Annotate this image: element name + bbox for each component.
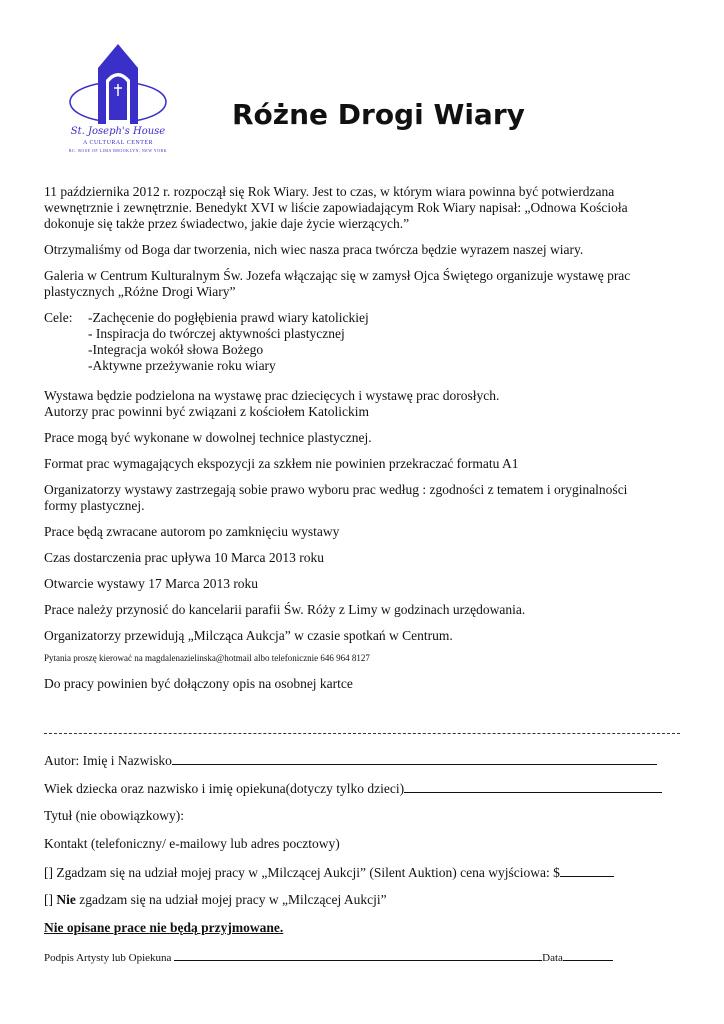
logo-subtitle: A CULTURAL CENTER bbox=[82, 140, 154, 146]
page-title: Różne Drogi Wiary bbox=[232, 98, 525, 131]
list-item: -Zachęcenie do pogłębienia prawd wiary katolickiej bbox=[88, 310, 369, 325]
cut-line-divider bbox=[44, 733, 680, 734]
paragraph: formy plastycznej. bbox=[44, 498, 145, 513]
paragraph: wewnętrznie i zewnętrznie. Benedykt XVI w liście zapowiadającym Rok Wiary napisał: „Odnowa Kościoła bbox=[44, 200, 628, 215]
author-field[interactable] bbox=[172, 752, 657, 765]
church-icon bbox=[68, 40, 168, 130]
paragraph: Format prac wymagających ekspozycji za szkłem nie powinien przekraczać formatu A1 bbox=[44, 456, 519, 471]
disagree-checkbox[interactable]: [] bbox=[44, 892, 53, 907]
logo-name: St. Joseph's House bbox=[70, 126, 166, 137]
st-josephs-house-logo bbox=[52, 40, 184, 160]
paragraph: Do pracy powinien być dołączony opis na osobnej kartce bbox=[44, 676, 353, 691]
list-item: -Integracja wokół słowa Bożego bbox=[88, 342, 264, 357]
paragraph: Organizatorzy przewidują „Milcząca Aukcja” w czasie spotkań w Centrum. bbox=[44, 628, 453, 643]
disagree-label: zgadzam się na udział mojej pracy w „Milczącej Aukcji” bbox=[79, 892, 387, 907]
list-item: - Inspiracja do twórczej aktywności plastycznej bbox=[88, 326, 345, 341]
paragraph: Prace będą zwracane autorom po zamknięciu wystawy bbox=[44, 524, 340, 539]
paragraph: dokonuje się także przez świadectwo, jakie daje życie wierzących.” bbox=[44, 216, 410, 231]
agree-row bbox=[44, 864, 614, 881]
paragraph: Organizatorzy wystawy zastrzegają sobie prawo wyboru prac według : zgodności z tematem i oryginalności bbox=[44, 482, 628, 497]
paragraph: Czas dostarczenia prac upływa 10 Marca 2013 roku bbox=[44, 550, 325, 565]
goals-label: Cele: bbox=[44, 310, 73, 325]
author-label: Autor: Imię i Nazwisko bbox=[44, 753, 172, 768]
disagree-bold: Nie bbox=[56, 892, 76, 907]
paragraph: Galeria w Centrum Kulturalnym Św. Jozefa włączając się w zamysł Ojca Świętego organizuje wystawę prac bbox=[44, 268, 631, 283]
child-age-row bbox=[44, 780, 662, 797]
paragraph: Wystawa będzie podzielona na wystawę prac dziecięcych i wystawę prac dorosłych. bbox=[44, 388, 500, 403]
notice-text: Nie opisane prace nie będą przyjmowane. bbox=[44, 920, 284, 935]
list-item: -Aktywne przeżywanie roku wiary bbox=[88, 358, 276, 373]
date-label: Data bbox=[542, 952, 563, 964]
paragraph: Prace należy przynosić do kancelarii parafii Św. Róży z Limy w godzinach urzędowania. bbox=[44, 602, 526, 617]
title-field-label: Tytuł (nie obowiązkowy): bbox=[44, 808, 185, 823]
child-age-label: Wiek dziecka oraz nazwisko i imię opiekuna(dotyczy tylko dzieci) bbox=[44, 781, 405, 796]
paragraph: 11 października 2012 r. rozpoczął się Rok Wiary. Jest to czas, w którym wiara powinna być potwierdzana bbox=[44, 184, 615, 199]
disagree-row[interactable] bbox=[44, 892, 387, 908]
signature-field[interactable] bbox=[174, 948, 542, 961]
document-body bbox=[44, 184, 684, 692]
signature-row bbox=[44, 948, 613, 964]
child-age-field[interactable] bbox=[404, 780, 662, 793]
paragraph: Otwarcie wystawy 17 Marca 2013 roku bbox=[44, 576, 259, 591]
starting-price-field[interactable] bbox=[560, 864, 614, 877]
date-field[interactable] bbox=[563, 948, 613, 961]
paragraph: Prace mogą być wykonane w dowolnej technice plastycznej. bbox=[44, 430, 372, 445]
signature-label: Podpis Artysty lub Opiekuna bbox=[44, 952, 172, 964]
paragraph: Otrzymaliśmy od Boga dar tworzenia, nich wiec nasza praca twórcza będzie wyrazem naszej wiary. bbox=[44, 242, 584, 257]
paragraph: plastycznych „Różne Drogi Wiary” bbox=[44, 284, 236, 299]
contact-field-label: Kontakt (telefoniczny/ e-mailowy lub adres pocztowy) bbox=[44, 836, 340, 851]
paragraph: Autorzy prac powinni być związani z kościołem Katolickim bbox=[44, 404, 370, 419]
logo-subtitle-small: RC. ROSE OF LIMA BROOKLYN, NEW YORK bbox=[68, 148, 168, 153]
contact-note: Pytania proszę kierować na magdalenazielinska@hotmail albo telefonicznie 646 964 8127 bbox=[44, 653, 370, 663]
author-row bbox=[44, 752, 657, 769]
goals-list bbox=[44, 310, 684, 374]
agree-checkbox-label[interactable]: [] Zgadzam się na udział mojej pracy w „Milczącej Aukcji” (Silent Auktion) cena wyjściowa: $ bbox=[44, 865, 560, 880]
